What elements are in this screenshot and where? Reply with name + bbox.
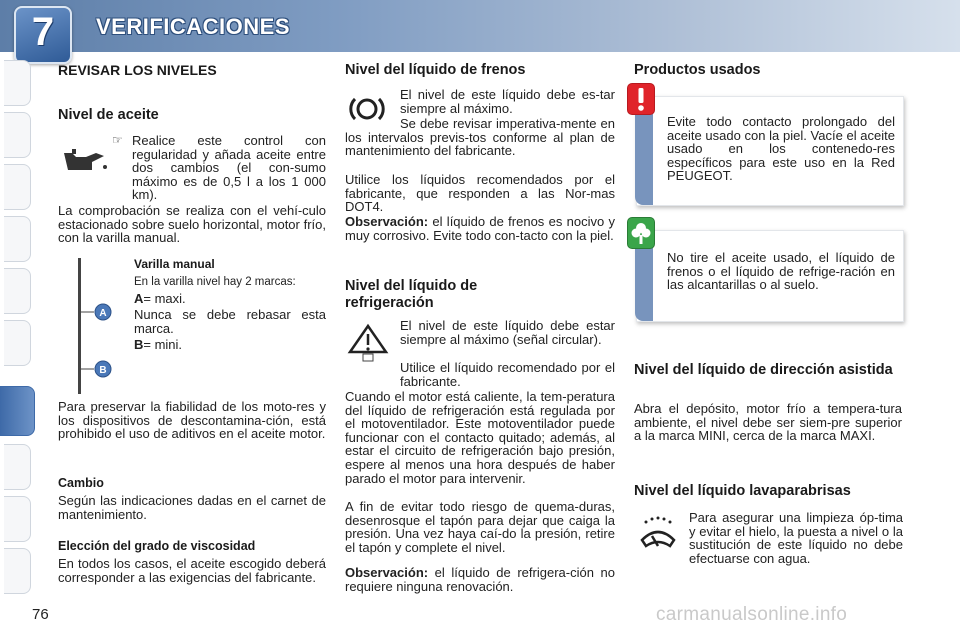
washer-fluid-title: Nivel del líquido lavaparabrisas <box>634 483 851 499</box>
chapter-badge <box>14 6 72 64</box>
page-number: 76 <box>32 606 49 623</box>
brake-text-1: El nivel de este líquido debe es-tar siempre al máximo. <box>400 87 615 116</box>
dipstick-subtitle: En la varilla nivel hay 2 marcas: <box>134 276 296 288</box>
mark-b-text: = mini. <box>143 337 183 352</box>
warning-note <box>636 96 904 206</box>
environment-note-text: No tire el aceite usado, el líquido de frenos o el líquido de refrige-ración en las alcantarillas o al suelo. <box>667 250 895 293</box>
svg-text:B: B <box>99 365 107 376</box>
coolant-text-3: Cuando el motor está caliente, la tem-peratura del líquido de refrigeración está regulada por el motoventilador. Este motoventilador puede funcionar con el contacto quitado; además, al estar el circuito de refrigeración bajo presión, espere al menos una hora después de haber parado el motor para intervenir. <box>345 389 615 486</box>
mark-a-text: = maxi. <box>143 291 186 306</box>
coolant-text-2: Utilice el líquido recomendado por el fabricante. <box>400 360 615 389</box>
oil-change-title: Cambio <box>58 476 104 490</box>
chapter-tab[interactable] <box>4 164 31 210</box>
coolant-text-1: El nivel de este líquido debe estar siempre al máximo (señal circular). <box>400 318 615 347</box>
warning-exclamation-icon <box>627 83 655 115</box>
washer-fluid-text: Para asegurar una limpieza óp-tima y evitar el hielo, la puesta a nivel o la sustitución de este líquido no debe efectuarse con agua. <box>689 510 903 566</box>
chapter-tab[interactable] <box>4 60 31 106</box>
never-exceed-text: Nunca se debe rebasar esta marca. <box>134 307 326 336</box>
brake-fluid-title: Nivel del líquido de frenos <box>345 62 526 78</box>
chapter-tab-active[interactable] <box>0 386 35 436</box>
coolant-observation-label: Observación: <box>345 565 429 580</box>
oil-level-title: Nivel de aceite <box>58 107 159 123</box>
brake-observation-text: el líquido de frenos es nocivo y muy corrosivo. Evite todo con-tacto con la piel. <box>345 214 615 243</box>
bullet-hand-icon: ☞ <box>112 133 123 147</box>
environment-note <box>636 230 904 322</box>
chapter-number: 7 <box>31 10 55 54</box>
chapter-tab[interactable] <box>4 268 31 314</box>
coolant-warning-icon <box>346 320 390 362</box>
oil-change-text: Según las indicaciones dadas en el carnet de mantenimiento. <box>58 493 326 522</box>
power-steering-title: Nivel del líquido de dirección asistida <box>634 362 893 378</box>
chapter-tab[interactable] <box>4 112 31 158</box>
chapter-tab[interactable] <box>4 320 31 366</box>
warning-note-text: Evite todo contacto prolongado del aceite usado con la piel. Vacíe el aceite usado en los contenedo-res específicos para este uso en la Red PEUGEOT. <box>667 114 895 184</box>
coolant-observation-text: el líquido de refrigera-ción no requiere ninguna renovación. <box>345 565 615 594</box>
coolant-title: Nivel del líquido de refrigeración <box>345 278 478 311</box>
coolant-text-4: A fin de evitar todo riesgo de quema-duras, desenrosque el tapón para dejar que caiga la presión. Una vez haya caí-do la presión, retire el tapón y complete el nivel. <box>345 499 615 555</box>
coolant-observation <box>345 566 615 593</box>
windscreen-washer-icon <box>636 514 680 554</box>
power-steering-text: Abra el depósito, motor frío a tempera-tura ambiente, el nivel debe ser siem-pre superior a la marca MINI, cerca de la marca MAXI. <box>634 401 902 444</box>
mark-a-line <box>134 292 326 306</box>
brake-observation <box>345 215 615 242</box>
brake-text-2: Se debe revisar imperativa-mente en los intervalos previs-tos conforme al plan de mantenimiento del fabricante. <box>345 116 615 159</box>
chapter-tab[interactable] <box>4 216 31 262</box>
oil-check-paragraph: La comprobación se realiza con el vehí-culo estacionado sobre suelo horizontal, motor frío, con la varilla manual. <box>58 203 326 246</box>
brake-text-3: Utilice los líquidos recomendados por el fabricante, que responden a las Nor-mas DOT4. <box>345 172 615 215</box>
chapter-tab[interactable] <box>4 548 31 594</box>
section-title-check-levels: REVISAR LOS NIVELES <box>58 62 217 78</box>
dipstick-illustration <box>72 252 118 400</box>
tree-eco-icon <box>627 217 655 249</box>
watermark: carmanualsonline.info <box>656 604 848 625</box>
mark-b-line <box>134 338 326 352</box>
additives-paragraph: Para preservar la fiabilidad de los moto-res y los dispositivos de descontamina-ción, está prohibido el uso de aditivos en el aceite motor. <box>58 399 326 442</box>
viscosity-title: Elección del grado de viscosidad <box>58 539 256 553</box>
viscosity-text: En todos los casos, el aceite escogido deberá corresponder a las exigencias del fabricante. <box>58 556 326 585</box>
dipstick-title: Varilla manual <box>134 257 215 271</box>
mark-b-label: B <box>134 337 144 352</box>
brake-observation-label: Observación: <box>345 214 429 229</box>
used-products-title: Productos usados <box>634 62 761 78</box>
chapter-tab[interactable] <box>4 496 31 542</box>
mark-a-label: A <box>134 291 144 306</box>
oil-can-icon <box>60 143 108 173</box>
chapter-tab[interactable] <box>4 444 31 490</box>
oil-bullet-text: Realice este control con regularidad y añada aceite entre dos cambios (el con-sumo máximo es de 0,5 l a los 1 000 km). <box>132 133 326 203</box>
page-title: VERIFICACIONES <box>96 14 291 39</box>
svg-text:A: A <box>99 308 107 319</box>
